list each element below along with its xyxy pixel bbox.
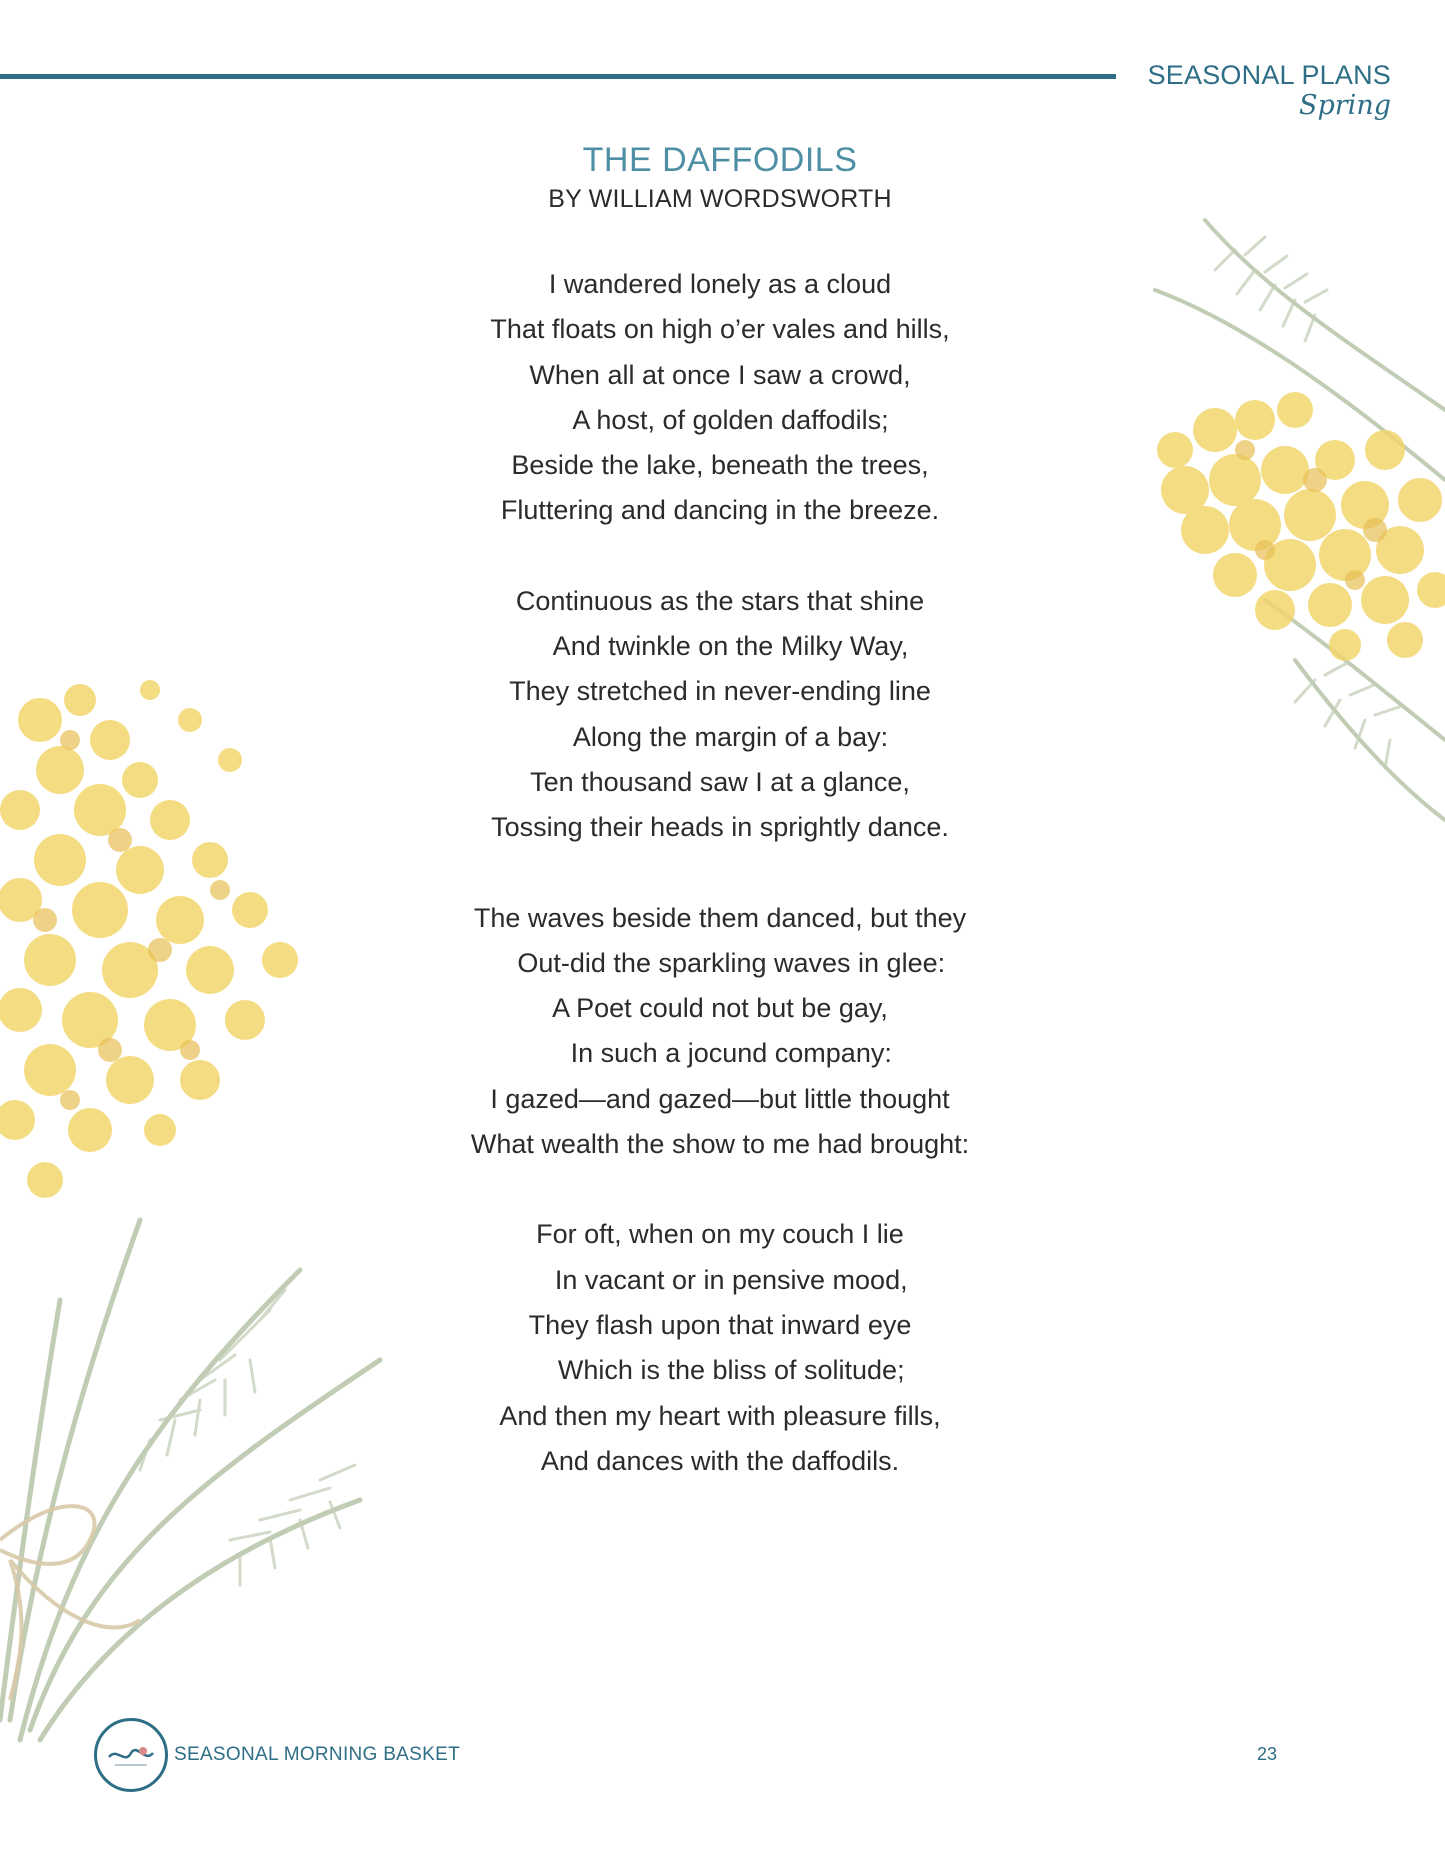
stanza [380,1212,1060,1484]
poem-line: I gazed—and gazed—but little thought [490,1083,950,1114]
poem-stanzas [380,262,1060,1484]
section-title: SEASONAL PLANS [1147,60,1391,90]
poem-line: When all at once I saw a crowd, [529,359,911,390]
stanza [380,262,1060,534]
poem-line: Continuous as the stars that shine [515,585,925,616]
poem-line: Ten thousand saw I at a glance, [530,766,910,797]
poem-line: Fluttering and dancing in the breeze. [500,495,940,526]
header-rule [0,74,1116,79]
stanza [380,896,1060,1168]
poem-line: In vacant or in pensive mood, [532,1264,908,1295]
poem-line: In such a jocund company: [548,1038,892,1069]
poem-line: The waves beside them danced, but they [473,902,967,933]
mimosa-branch-right-illustration [1145,180,1445,920]
poem-line: Out-did the sparkling waves in glee: [494,947,946,978]
stanza [380,579,1060,851]
poem [380,138,1060,1529]
poem-author: BY WILLIAM WORDSWORTH [548,185,892,213]
poem-line: A Poet could not but be gay, [552,993,888,1024]
mimosa-bouquet-left-illustration [0,660,420,1750]
page-number: 23 [1256,1744,1277,1764]
section-subtitle: Spring [1299,90,1391,121]
poem-title: THE DAFFODILS [582,141,858,179]
poem-line: And dances with the daffodils. [540,1445,900,1476]
footer-label: SEASONAL MORNING BASKET [174,1744,460,1765]
poem-line: Along the margin of a bay: [551,721,889,752]
section-label [1148,60,1391,122]
poem-line: A host, of golden daffodils; [551,404,889,435]
poem-line: I wandered lonely as a cloud [548,269,892,299]
poem-line: They stretched in never-ending line [509,676,931,707]
poem-line: Tossing their heads in sprightly dance. [491,812,949,843]
brand-logo-mark [97,1721,165,1789]
poem-line: That floats on high o’er vales and hills, [490,314,950,345]
poem-line: What wealth the show to me had brought: [470,1129,970,1160]
brand-logo [94,1718,168,1792]
poem-line: Beside the lake, beneath the trees, [511,450,929,481]
poem-line: For oft, when on my couch I lie [536,1219,904,1250]
poem-line: And twinkle on the Milky Way, [531,631,909,662]
poem-line: They flash upon that inward eye [528,1309,912,1340]
poem-line: Which is the bliss of solitude; [535,1355,905,1386]
footer [94,1718,460,1792]
poem-line: And then my heart with pleasure fills, [499,1400,941,1431]
